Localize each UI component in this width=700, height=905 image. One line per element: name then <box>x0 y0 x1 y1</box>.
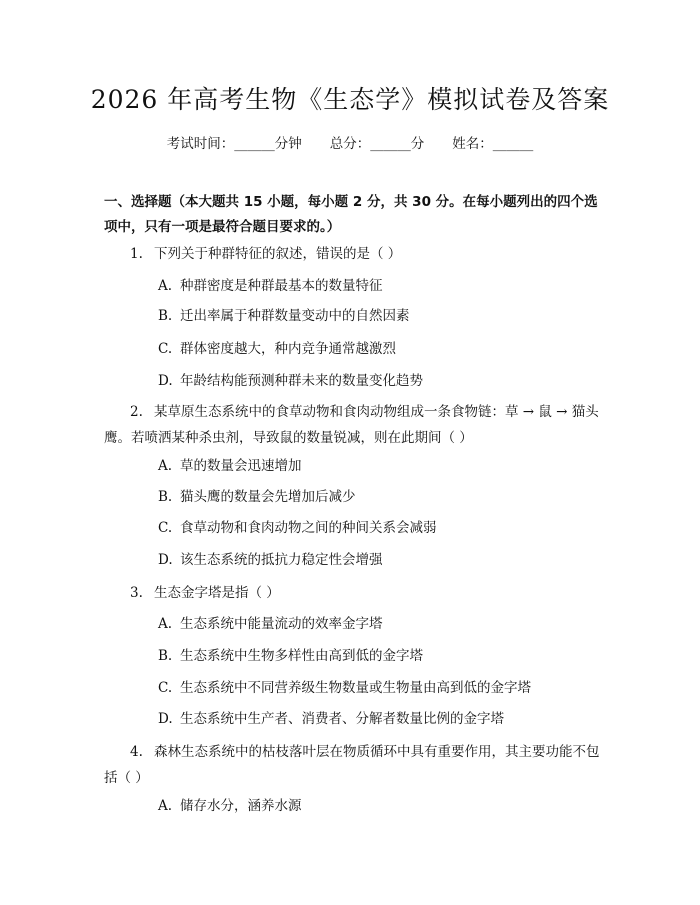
question-1 <box>104 241 604 267</box>
option-letter: B. <box>158 489 173 505</box>
option-3a <box>158 614 383 634</box>
question-number: 4. <box>130 744 143 760</box>
option-text: 年龄结构能预测种群未来的数量变化趋势 <box>180 373 423 389</box>
option-1c <box>158 339 396 359</box>
option-text: 生态系统中能量流动的效率金字塔 <box>180 616 383 632</box>
option-text: 迁出率属于种群数量变动中的自然因素 <box>180 308 410 324</box>
option-2c <box>158 518 437 538</box>
option-2b <box>158 487 356 507</box>
option-1a <box>158 276 383 296</box>
option-letter: D. <box>158 711 173 727</box>
name-field: 姓名：______ <box>452 136 534 152</box>
option-3d <box>158 709 504 729</box>
option-1b <box>158 306 410 326</box>
page-title: 2026 年高考生物《生态学》模拟试卷及答案 <box>90 85 610 114</box>
question-text: 下列关于种群特征的叙述，错误的是（ ） <box>154 246 402 262</box>
option-3c <box>158 678 531 698</box>
exam-info-line <box>0 132 700 152</box>
question-4 <box>104 739 604 791</box>
option-4a <box>158 796 302 816</box>
option-letter: A. <box>158 278 173 294</box>
option-text: 储存水分，涵养水源 <box>180 798 302 814</box>
option-letter: A. <box>158 616 173 632</box>
option-text: 种群密度是种群最基本的数量特征 <box>180 278 383 294</box>
option-letter: A. <box>158 798 173 814</box>
option-letter: D. <box>158 373 173 389</box>
option-text: 该生态系统的抵抗力稳定性会增强 <box>180 552 383 568</box>
option-text: 猫头鹰的数量会先增加后减少 <box>180 489 356 505</box>
question-number: 3. <box>130 585 143 601</box>
question-text: 森林生态系统中的枯枝落叶层在物质循环中具有重要作用，其主要功能不包括（ ） <box>104 744 600 786</box>
option-letter: C. <box>158 341 173 357</box>
option-text: 生态系统中生物多样性由高到低的金字塔 <box>180 648 423 664</box>
option-letter: C. <box>158 680 173 696</box>
question-text: 某草原生态系统中的食草动物和食肉动物组成一条食物链：草 → 鼠 → 猫头鹰。若喷洒某种杀虫剂，导致鼠的数量锐减，则在此期间（ ） <box>104 404 599 446</box>
option-2d <box>158 550 383 570</box>
option-3b <box>158 646 423 666</box>
option-text: 食草动物和食肉动物之间的种间关系会减弱 <box>180 520 437 536</box>
question-3 <box>104 580 604 606</box>
exam-time-field: 考试时间：______分钟 <box>166 136 302 152</box>
total-score-field: 总分：______分 <box>329 136 425 152</box>
option-text: 群体密度越大，种内竞争通常越激烈 <box>180 341 396 357</box>
option-letter: D. <box>158 552 173 568</box>
question-number: 1. <box>130 246 143 262</box>
option-letter: B. <box>158 648 173 664</box>
option-2a <box>158 456 302 476</box>
question-number: 2. <box>130 404 143 420</box>
option-text: 生态系统中不同营养级生物数量或生物量由高到低的金字塔 <box>180 680 531 696</box>
option-letter: A. <box>158 458 173 474</box>
question-2 <box>104 399 604 451</box>
option-1d <box>158 371 423 391</box>
question-text: 生态金字塔是指（ ） <box>154 585 280 601</box>
option-letter: C. <box>158 520 173 536</box>
option-letter: B. <box>158 308 173 324</box>
option-text: 草的数量会迅速增加 <box>180 458 302 474</box>
section-heading: 一、选择题（本大题共 15 小题，每小题 2 分，共 30 分。在每小题列出的四个选项中，只有一项是最符合题目要求的。） <box>104 194 598 235</box>
option-text: 生态系统中生产者、消费者、分解者数量比例的金字塔 <box>180 711 504 727</box>
